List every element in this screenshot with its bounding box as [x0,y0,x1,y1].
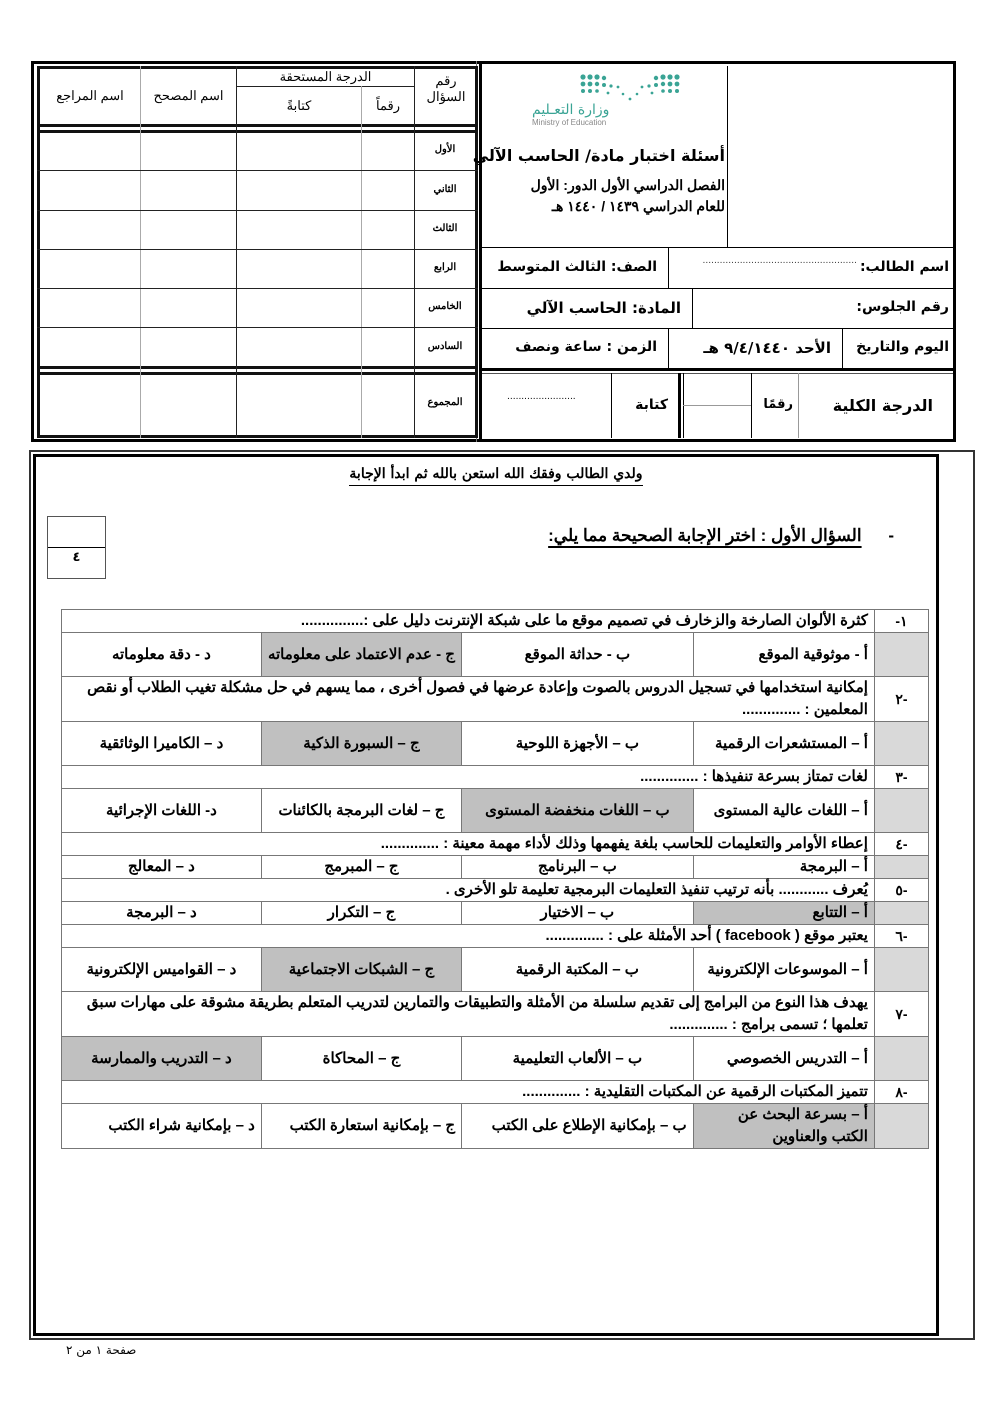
row-label-q2: الثاني [433,184,457,195]
semester-line: الفصل الدراسي الأول الدور: الأول [530,177,725,193]
row-label-q3: الثالث [432,223,458,234]
subject-label: المادة: الحاسب الآلي [526,299,681,317]
ministry-of-education-dots-logo-icon [578,72,688,102]
total-digits-label: رقمًا [763,397,793,412]
answer-option-b[interactable]: ب – اللغات منخفضة المستوى [462,789,693,833]
row-label-q1: الأول [434,144,456,155]
page-number: صفحة ١ من ٢ [66,1343,137,1357]
answer-option-c[interactable]: ج – المحاكاة [261,1037,461,1081]
exam-title: أسئلة اختبار مادة/ الحاسب الآلي [472,146,725,165]
option-row-marker [874,789,928,833]
option-row-marker [874,902,928,925]
answer-option-a[interactable]: أ – البرمجة [693,856,874,879]
question-stem: كثرة الألوان الصارخة والزخارف في تصميم موقع ما على شبكة الإنترنت دليل على :............... [62,610,875,633]
answer-option-a[interactable]: أ – بسرعة البحث عن الكتب والعناوين [693,1104,874,1149]
total-words-label: كتابة [635,397,668,413]
question-options-row [62,1037,929,1081]
total-grade-label: الدرجة الكلية [832,396,933,415]
answer-option-b[interactable]: ب - حداثة الموقع [462,633,693,677]
student-name-label: اسم الطالب: [859,259,949,275]
question-options-row [62,902,929,925]
answer-option-d[interactable]: د – بإمكانية شراء الكتب [62,1104,262,1149]
answer-option-d[interactable]: د – البرمجة [62,902,262,925]
answer-option-a[interactable]: أ – المستشعرات الرقمية [693,722,874,766]
answer-option-b[interactable]: ب – البرنامج [462,856,693,879]
question-options-row [62,856,929,879]
answer-option-a[interactable]: أ – الموسوعات الإلكترونية [693,948,874,992]
question-stem: يعتبر موقع ( facebook ) أحد الأمثلة على : .............. [62,925,875,948]
ministry-logo [510,72,690,138]
grade-table [37,66,478,438]
question-options-row [62,722,929,766]
question-stem: تتميز المكتبات الرقمية عن المكتبات التقليدية : .............. [62,1081,875,1104]
time-label: الزمن : ساعة ونصف [515,339,657,355]
question-stem-row [62,677,929,722]
question-number: -٤ [874,833,928,856]
question-number: -٨ [874,1081,928,1104]
day-date-value: الأحد ٩/٤/١٤٤٠ هـ [703,339,831,357]
seat-number-label: رقم الجلوس: [856,299,949,315]
question-stem: يُعرف ............ بأنه ترتيب تنفيذ التعليمات البرمجية تعليمة تلو الأخرى . [62,879,875,902]
answer-option-b[interactable]: ب – الألعاب التعليمية [462,1037,693,1081]
question-number: -٥ [874,879,928,902]
col-due-grade: الدرجة المستحقة [279,69,372,84]
answer-option-b[interactable]: ب – الأجهزة اللوحية [462,722,693,766]
year-line: للعام الدراسي ١٤٣٩ / ١٤٤٠ هـ [551,198,725,214]
option-row-marker [874,856,928,879]
answer-option-a[interactable]: أ - موثوقية الموقع [693,633,874,677]
logo-english-text: Ministry of Education [532,118,607,127]
question-stem-row [62,925,929,948]
row-label-q6: السادس [427,341,463,352]
question-number: -٣ [874,766,928,789]
answer-option-d[interactable]: د – الكاميرا الوثائقية [62,722,262,766]
answer-option-a[interactable]: أ – اللغات عالية المستوى [693,789,874,833]
question-options-row [62,633,929,677]
total-words-field[interactable]: ........................ [507,392,576,402]
question-options-row [62,789,929,833]
student-name-field[interactable]: ...................................................... [702,256,857,266]
answer-option-c[interactable]: ج - عدم الاعتماد على معلوماته [261,633,461,677]
question-stem: يهدف هذا النوع من البرامج إلى تقديم سلسلة من الأمثلة والتطبيقات والتمارين لتدريب المتعلم بطريقة مشوقة على مهارات سبق تعلمها ؛ تسمى برامج : .............. [62,992,875,1037]
answer-option-c[interactable]: ج – لغات البرمجة بالكائنات [261,789,461,833]
row-label-q5: الخامس [428,301,462,312]
question-stem-row [62,833,929,856]
question-stem-row [62,879,929,902]
question-number: -٦ [874,925,928,948]
class-label: الصف: الثالث المتوسط [497,259,657,275]
question-stem: لغات تمتاز بسرعة تنفيذها : .............. [62,766,875,789]
question-number: ١- [874,610,928,633]
col-words: كتابةً [286,98,312,113]
question-score-box [47,516,106,579]
question-options-row [62,948,929,992]
option-row-marker [874,1037,928,1081]
answer-option-c[interactable]: ج – الشبكات الاجتماعية [261,948,461,992]
answer-option-d[interactable]: د - دقة معلوماته [62,633,262,677]
question-score-value: ٤ [72,550,81,565]
col-question-number: رقم السؤال [426,73,466,104]
answer-option-d[interactable]: د – المعالج [62,856,262,879]
answer-option-d[interactable]: د- اللغات الإجرائية [62,789,262,833]
intro-text: ولدي الطالب وفقك الله استعن بالله ثم ابدأ الإجابة [0,466,992,482]
question-options-row [62,1104,929,1149]
question-stem-row [62,610,929,633]
col-reviewer: اسم المراجع [56,88,124,103]
day-date-label: اليوم والتاريخ [856,339,949,355]
answer-option-b[interactable]: ب – بإمكانية الإطلاع على الكتب [462,1104,693,1149]
question-stem: إعطاء الأوامر والتعليمات للحاسب بلغة يفهمها وذلك لأداء مهمة معينة : .............. [62,833,875,856]
option-row-marker [874,948,928,992]
row-label-total: المجموع [427,397,463,408]
question-number: -٢ [874,677,928,722]
question-stem-row [62,1081,929,1104]
col-digits: رقماً [376,98,400,113]
option-row-marker [874,1104,928,1149]
answer-option-c[interactable]: ج – التكرار [261,902,461,925]
option-row-marker [874,633,928,677]
row-label-q4: الرابع [433,262,457,273]
question-stem: إمكانية استخدامها في تسجيل الدروس بالصوت وإعادة عرضها في فصول أخرى ، مما يسهم في حل مشكلة تغيب الطلاب أو نقص المعلمين : .............. [62,677,875,722]
answer-option-a[interactable]: أ – التتابع [693,902,874,925]
question-number: -٧ [874,992,928,1037]
answer-option-c[interactable]: ج – بإمكانية استعارة الكتب [261,1104,461,1149]
answer-option-d[interactable]: د – القواميس الإلكترونية [62,948,262,992]
student-info-panel [472,66,953,438]
answer-option-b[interactable]: ب – المكتبة الرقمية [462,948,693,992]
answer-option-c[interactable]: ج – المبرمج [261,856,461,879]
question-title-text: السؤال الأول : اختر الإجابة الصحيحة مما يلي: [548,526,862,545]
logo-arabic-text: وزارة التعـليم [532,102,610,118]
question-stem-row [62,992,929,1037]
option-row-marker [874,722,928,766]
answer-option-b[interactable]: ب – الاختيار [462,902,693,925]
questions-table [61,609,929,1149]
answer-option-d[interactable]: د – التدريب والممارسة [62,1037,262,1081]
question-stem-row [62,766,929,789]
answer-option-c[interactable]: ج – السبورة الذكية [261,722,461,766]
col-corrector: اسم المصحح [153,88,224,103]
question-title: - السؤال الأول : اختر الإجابة الصحيحة مما يلي: [548,526,894,545]
answer-option-a[interactable]: أ – التدريس الخصوصي [693,1037,874,1081]
